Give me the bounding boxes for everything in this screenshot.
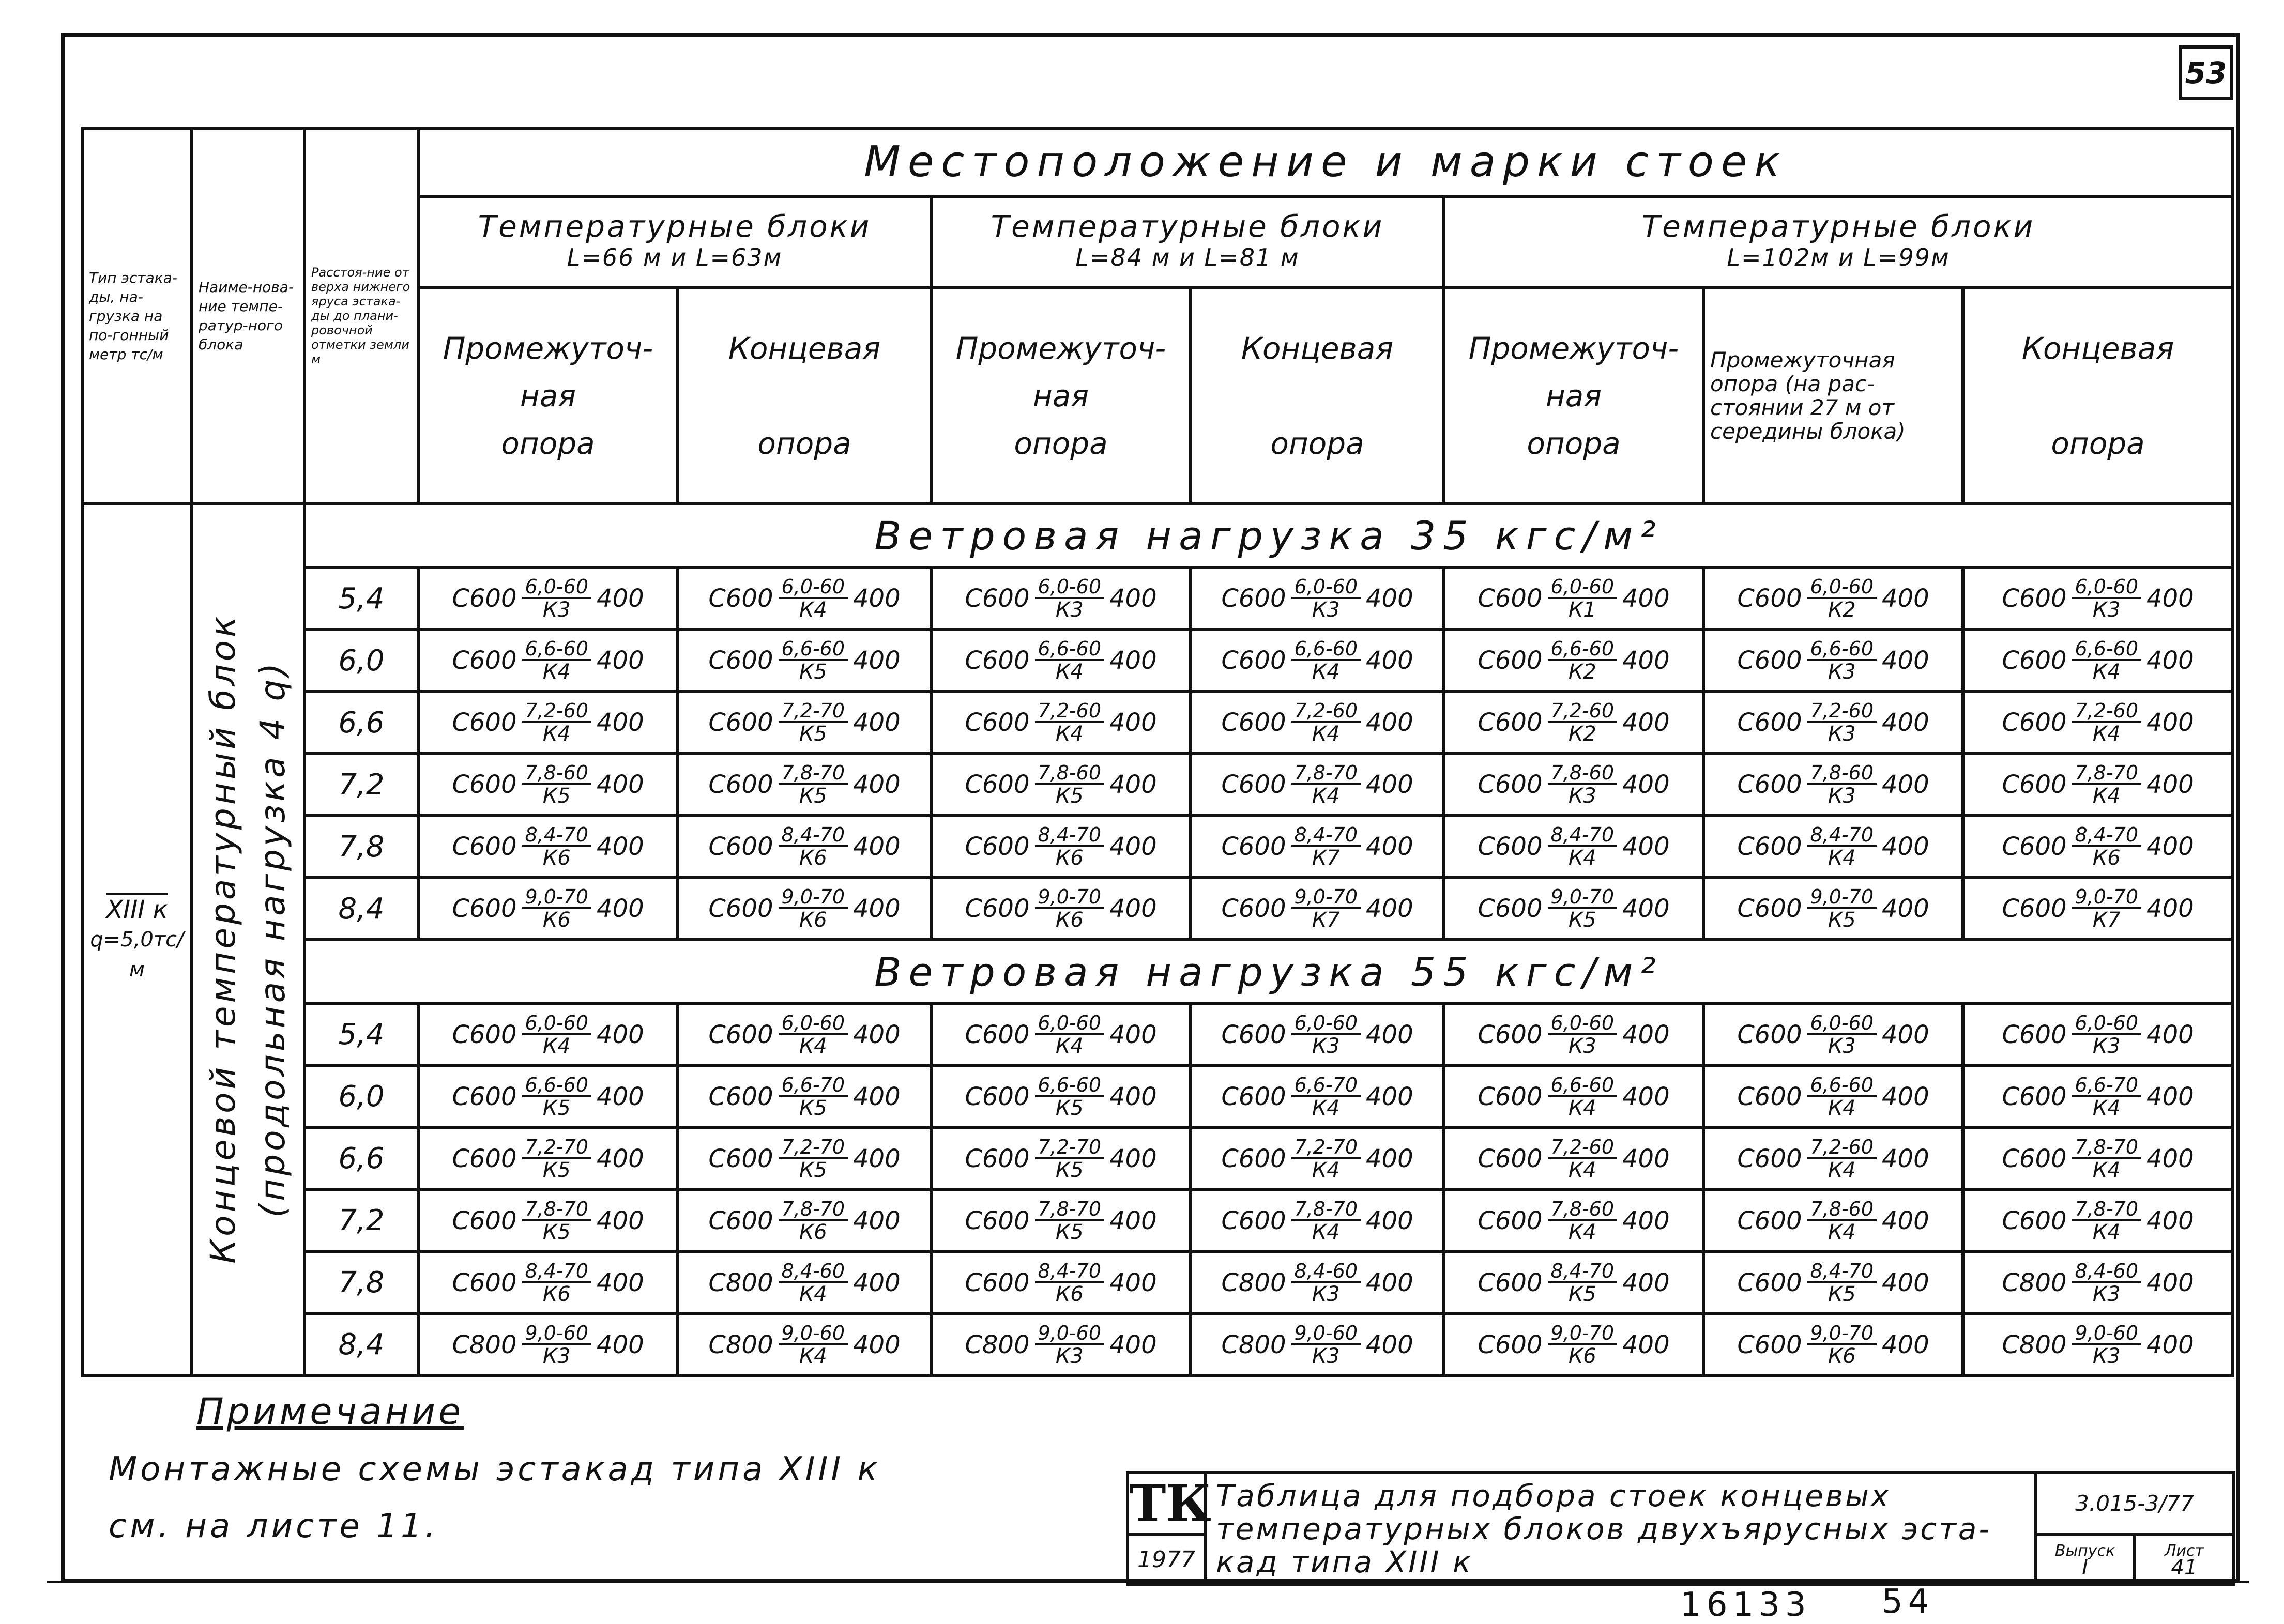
height-value: 7,2 — [304, 1190, 418, 1252]
header-support-7: Концевая опора — [1963, 288, 2233, 503]
wind-load-section-title: Ветровая нагрузка 35 кгс/м² — [304, 503, 2233, 568]
table-row — [82, 630, 2233, 692]
org-mark: ТК — [1128, 1473, 1205, 1534]
column-mark: С800 $\frac{9,0-60}{К3}$ 400 — [1191, 1314, 1444, 1376]
height-value: 5,4 — [304, 568, 418, 630]
table-row — [82, 568, 2233, 630]
column-mark: С600 $\frac{9,0-70}{К6}$ 400 — [1444, 1314, 1703, 1376]
header-support-3: Промежуточ- ная опора — [931, 288, 1191, 503]
column-mark: С600 $\frac{6,6-60}{К4}$ 400 — [1444, 1066, 1703, 1128]
column-mark: С600 $\frac{6,6-70}{К4}$ 400 — [1963, 1066, 2233, 1128]
column-mark: С600 $\frac{7,2-60}{К4}$ 400 — [418, 692, 678, 754]
column-mark: С600 $\frac{6,6-60}{К3}$ 400 — [1703, 630, 1963, 692]
column-mark: С600 $\frac{7,2-70}{К5}$ 400 — [418, 1128, 678, 1190]
column-mark: С600 $\frac{6,0-60}{К3}$ 400 — [1963, 1004, 2233, 1066]
table-row — [82, 878, 2233, 940]
table-row — [82, 1004, 2233, 1066]
height-value: 7,2 — [304, 754, 418, 816]
column-mark: С600 $\frac{7,8-60}{К5}$ 400 — [931, 754, 1191, 816]
column-mark: С800 $\frac{8,4-60}{К3}$ 400 — [1191, 1252, 1444, 1314]
column-mark: С600 $\frac{7,2-60}{К4}$ 400 — [1444, 1128, 1703, 1190]
note-title: Примечание — [196, 1390, 464, 1433]
column-mark: С600 $\frac{6,6-60}{К4}$ 400 — [1703, 1066, 1963, 1128]
column-mark: С600 $\frac{7,2-60}{К4}$ 400 — [1963, 692, 2233, 754]
column-mark: С600 $\frac{7,2-60}{К4}$ 400 — [931, 692, 1191, 754]
sheet-number: 53 — [2179, 45, 2233, 100]
table-row — [82, 692, 2233, 754]
table-row — [82, 816, 2233, 878]
table-row — [82, 1252, 2233, 1314]
column-mark: С600 $\frac{7,8-60}{К3}$ 400 — [1703, 754, 1963, 816]
header-support-2: Концевая опора — [678, 288, 931, 503]
column-mark: С600 $\frac{6,6-60}{К4}$ 400 — [1191, 630, 1444, 692]
column-mark: С800 $\frac{8,4-60}{К3}$ 400 — [1963, 1252, 2233, 1314]
column-mark: С600 $\frac{7,8-70}{К5}$ 400 — [931, 1190, 1191, 1252]
column-mark: С600 $\frac{7,8-70}{К5}$ 400 — [678, 754, 931, 816]
column-mark: С600 $\frac{7,2-70}{К5}$ 400 — [678, 1128, 931, 1190]
column-mark: С600 $\frac{8,4-70}{К6}$ 400 — [931, 816, 1191, 878]
column-mark: С600 $\frac{9,0-70}{К7}$ 400 — [1963, 878, 2233, 940]
header-block-group-3: Температурные блоки L=102м и L=99м — [1444, 196, 2233, 288]
column-mark: С600 $\frac{7,8-60}{К3}$ 400 — [1444, 754, 1703, 816]
table-row — [82, 1128, 2233, 1190]
column-mark: С600 $\frac{7,8-70}{К4}$ 400 — [1191, 754, 1444, 816]
column-mark: С600 $\frac{8,4-70}{К6}$ 400 — [931, 1252, 1191, 1314]
drawing-title: Таблица для подбора стоек концевых температурных блоков двухъярусных эста- кад типа XIII к — [1205, 1473, 2035, 1585]
column-mark: С600 $\frac{6,0-60}{К4}$ 400 — [418, 1004, 678, 1066]
column-mark: С600 $\frac{9,0-70}{К6}$ 400 — [418, 878, 678, 940]
column-mark: С600 $\frac{7,8-70}{К4}$ 400 — [1963, 754, 2233, 816]
column-mark: С600 $\frac{6,6-60}{К2}$ 400 — [1444, 630, 1703, 692]
column-mark: С600 $\frac{9,0-70}{К5}$ 400 — [1444, 878, 1703, 940]
column-mark: С600 $\frac{6,0-60}{К4}$ 400 — [678, 568, 931, 630]
column-mark: С600 $\frac{9,0-70}{К6}$ 400 — [931, 878, 1191, 940]
wind-load-section-title: Ветровая нагрузка 55 кгс/м² — [304, 940, 2233, 1004]
table-row — [82, 1066, 2233, 1128]
column-mark: С600 $\frac{7,8-60}{К4}$ 400 — [1444, 1190, 1703, 1252]
stamp-number-left: 16133 — [1680, 1586, 1811, 1624]
title-block — [1126, 1471, 2235, 1586]
note-line-2: см. на листе 11. — [109, 1507, 439, 1545]
height-value: 8,4 — [304, 878, 418, 940]
column-mark: С800 $\frac{9,0-60}{К3}$ 400 — [418, 1314, 678, 1376]
column-mark: С600 $\frac{8,4-70}{К6}$ 400 — [1963, 816, 2233, 878]
column-mark: С600 $\frac{7,8-70}{К5}$ 400 — [418, 1190, 678, 1252]
height-value: 6,0 — [304, 1066, 418, 1128]
column-mark: С800 $\frac{8,4-60}{К4}$ 400 — [678, 1252, 931, 1314]
column-mark: С600 $\frac{9,0-70}{К5}$ 400 — [1703, 878, 1963, 940]
column-mark: С600 $\frac{8,4-70}{К4}$ 400 — [1703, 816, 1963, 878]
height-value: 6,6 — [304, 1128, 418, 1190]
column-mark: С800 $\frac{9,0-60}{К3}$ 400 — [931, 1314, 1191, 1376]
selection-table — [81, 127, 2234, 1377]
column-mark: С600 $\frac{6,0-60}{К4}$ 400 — [678, 1004, 931, 1066]
column-mark: С600 $\frac{7,2-60}{К2}$ 400 — [1444, 692, 1703, 754]
column-mark: С600 $\frac{7,2-60}{К4}$ 400 — [1191, 692, 1444, 754]
column-mark: С600 $\frac{7,2-70}{К5}$ 400 — [931, 1128, 1191, 1190]
header-block-group-2: Температурные блоки L=84 м и L=81 м — [931, 196, 1444, 288]
issue-cell: Выпуск I — [2035, 1534, 2135, 1585]
type-label: XIII к q=5,0тс/м — [82, 503, 192, 1376]
column-mark: С600 $\frac{9,0-70}{К6}$ 400 — [1703, 1314, 1963, 1376]
header-location: Местоположение и марки стоек — [418, 128, 2233, 196]
column-mark: С600 $\frac{6,0-60}{К3}$ 400 — [418, 568, 678, 630]
column-mark: С600 $\frac{9,0-70}{К7}$ 400 — [1191, 878, 1444, 940]
column-mark: С600 $\frac{6,6-70}{К5}$ 400 — [678, 1066, 931, 1128]
table-row — [82, 1190, 2233, 1252]
header-support-1: Промежуточ- ная опора — [418, 288, 678, 503]
column-mark: С600 $\frac{7,8-60}{К4}$ 400 — [1703, 1190, 1963, 1252]
column-mark: С600 $\frac{8,4-70}{К6}$ 400 — [418, 1252, 678, 1314]
table-row — [82, 754, 2233, 816]
header-block-name-column: Наиме-нова-ние темпе-ратур-ного блока — [192, 128, 304, 503]
column-mark: С600 $\frac{7,8-70}{К6}$ 400 — [678, 1190, 931, 1252]
column-mark: С600 $\frac{6,6-60}{К5}$ 400 — [678, 630, 931, 692]
height-value: 6,6 — [304, 692, 418, 754]
column-mark: С600 $\frac{6,0-60}{К3}$ 400 — [1191, 568, 1444, 630]
column-mark: С600 $\frac{7,2-70}{К4}$ 400 — [1191, 1128, 1444, 1190]
column-mark: С600 $\frac{7,2-60}{К4}$ 400 — [1703, 1128, 1963, 1190]
column-mark: С600 $\frac{8,4-70}{К6}$ 400 — [418, 816, 678, 878]
column-mark: С600 $\frac{8,4-70}{К4}$ 400 — [1444, 816, 1703, 878]
column-mark: С600 $\frac{6,0-60}{К3}$ 400 — [931, 568, 1191, 630]
column-mark: С600 $\frac{7,8-70}{К4}$ 400 — [1963, 1190, 2233, 1252]
column-mark: С600 $\frac{6,0-60}{К2}$ 400 — [1703, 568, 1963, 630]
block-name — [192, 503, 304, 1376]
column-mark: С600 $\frac{6,6-70}{К4}$ 400 — [1191, 1066, 1444, 1128]
column-mark: С600 $\frac{6,0-60}{К4}$ 400 — [931, 1004, 1191, 1066]
drawing-code: 3.015-3/77 — [2035, 1473, 2234, 1534]
sheet-cell: Лист 41 — [2135, 1534, 2234, 1585]
header-support-4: Концевая опора — [1191, 288, 1444, 503]
height-value: 5,4 — [304, 1004, 418, 1066]
column-mark: С600 $\frac{6,6-60}{К5}$ 400 — [931, 1066, 1191, 1128]
column-mark: С800 $\frac{9,0-60}{К3}$ 400 — [1963, 1314, 2233, 1376]
column-mark: С800 $\frac{9,0-60}{К4}$ 400 — [678, 1314, 931, 1376]
header-distance-column: Расстоя-ние от верха нижнего яруса эстака-ды до плани-ровочной отметки земли м — [304, 128, 418, 503]
column-mark: С600 $\frac{6,6-60}{К4}$ 400 — [1963, 630, 2233, 692]
column-mark: С600 $\frac{8,4-70}{К5}$ 400 — [1444, 1252, 1703, 1314]
block-name-text: Концевой температурный блок (продольная нагрузка 4 q) — [203, 614, 293, 1264]
column-mark: С600 $\frac{7,8-60}{К5}$ 400 — [418, 754, 678, 816]
column-mark: С600 $\frac{6,0-60}{К3}$ 400 — [1963, 568, 2233, 630]
height-value: 8,4 — [304, 1314, 418, 1376]
height-value: 7,8 — [304, 816, 418, 878]
year: 1977 — [1128, 1534, 1205, 1585]
column-mark: С600 $\frac{9,0-70}{К6}$ 400 — [678, 878, 931, 940]
header-type-column: Тип эстака-ды, на-грузка на по-гонный метр тс/м — [82, 128, 192, 503]
column-mark: С600 $\frac{6,6-60}{К5}$ 400 — [418, 1066, 678, 1128]
table-row — [82, 1314, 2233, 1376]
header-support-5: Промежуточ- ная опора — [1444, 288, 1703, 503]
note-line-1: Монтажные схемы эстакад типа XIII к — [109, 1450, 881, 1489]
height-value: 7,8 — [304, 1252, 418, 1314]
column-mark: С600 $\frac{6,0-60}{К3}$ 400 — [1703, 1004, 1963, 1066]
note-body — [109, 1441, 1065, 1555]
column-mark: С600 $\frac{6,6-60}{К4}$ 400 — [418, 630, 678, 692]
column-mark: С600 $\frac{6,0-60}{К3}$ 400 — [1444, 1004, 1703, 1066]
column-mark: С600 $\frac{8,4-70}{К7}$ 400 — [1191, 816, 1444, 878]
column-mark: С600 $\frac{8,4-70}{К5}$ 400 — [1703, 1252, 1963, 1314]
header-block-group-1: Температурные блоки L=66 м и L=63м — [418, 196, 931, 288]
height-value: 6,0 — [304, 630, 418, 692]
column-mark: С600 $\frac{7,2-60}{К3}$ 400 — [1703, 692, 1963, 754]
column-mark: С600 $\frac{7,2-70}{К5}$ 400 — [678, 692, 931, 754]
stamp-number-right: 54 — [1882, 1583, 1935, 1621]
column-mark: С600 $\frac{6,0-60}{К3}$ 400 — [1191, 1004, 1444, 1066]
column-mark: С600 $\frac{6,0-60}{К1}$ 400 — [1444, 568, 1703, 630]
header-support-6: Промежуточная опора (на рас-стоянии 27 м от середины блока) — [1703, 288, 1963, 503]
column-mark: С600 $\frac{8,4-70}{К6}$ 400 — [678, 816, 931, 878]
column-mark: С600 $\frac{7,8-70}{К4}$ 400 — [1963, 1128, 2233, 1190]
column-mark: С600 $\frac{6,6-60}{К4}$ 400 — [931, 630, 1191, 692]
column-mark: С600 $\frac{7,8-70}{К4}$ 400 — [1191, 1190, 1444, 1252]
